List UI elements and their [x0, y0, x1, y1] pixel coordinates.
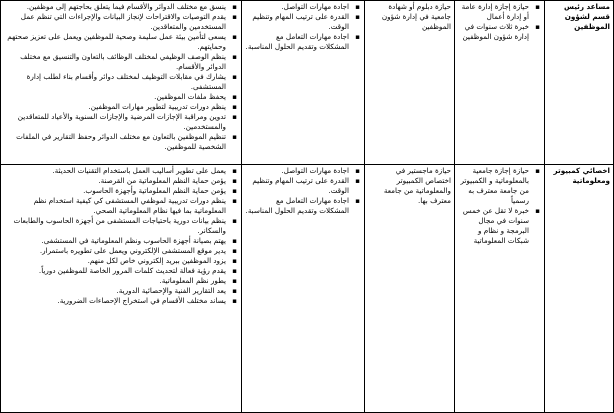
list-item: ▪ يعمل على تطوير أساليب العمل باستخدام التقنيات الحديثة.	[4, 166, 238, 176]
list-item: ▪ ينظم الوصف الوظيفي لمختلف الوظائف بالتعاون والتنسيق مع مختلف الدوائر والأقسام.	[4, 52, 238, 72]
list-item: ▪ خبرة ثلاث سنوات في إدارة شؤون الموظفين	[458, 22, 541, 42]
list-item: ▪ يقدم رؤية فعالة لتحديث كلمات المرور الخاصة للموظفين دورياً.	[4, 266, 238, 276]
list-item: ▪ يسعى لتأمين بيئة عمل سليمة وصحية للموظفين ويعمل على تعزيز صحتهم وحمايتهم.	[4, 32, 238, 52]
list-item: ▪ تدوين ومراقبة الإجازات المرضية والإجازات السنوية والأعياد للمتعاقدين والمستخدمين.	[4, 112, 238, 132]
list-item: ▪ يؤمن حماية النظم المعلوماتية وأجهزة الحاسوب.	[4, 186, 238, 196]
duties-cell	[1, 1, 242, 165]
list-item: ▪ يطور نظم المعلوماتية.	[4, 276, 238, 286]
list-item: ▪ ينظم بيانات دورية باحتياجات المستشفى من أجهزة الحاسوب والطابعات والسكانر.	[4, 216, 238, 236]
table-row	[1, 1, 614, 165]
list-item: ▪ القدرة على ترتيب المهام وتنظيم الوقت.	[245, 12, 361, 32]
job-title-cell: اخصائي كمبيوتر ومعلوماتية	[545, 165, 614, 413]
list-item: ▪ القدرة على ترتيب المهام وتنظيم الوقت.	[245, 176, 361, 196]
duties-cell	[1, 165, 242, 413]
list-item: ▪ ينظم دورات تدريبية لتطوير مهارات الموظفين.	[4, 102, 238, 112]
skills-cell	[242, 1, 365, 165]
list-item: ▪ اجادة مهارات التواصل.	[245, 2, 361, 12]
list-item: ▪ يؤمن حماية النظم المعلوماتية من القرصنة.	[4, 176, 238, 186]
list-item: ▪ يساند مختلف الأقسام في استخراج الإحصاءات الضرورية.	[4, 296, 238, 306]
list-item: ▪ يحفظ ملفات الموظفين.	[4, 92, 238, 102]
list-item: ▪ يدير موقع المستشفى الإلكتروني ويعمل على تطويره باستمرار.	[4, 246, 238, 256]
experience-cell	[455, 165, 545, 413]
table-row	[1, 165, 614, 413]
list-item: ▪ يقدم التوصيات والاقتراحات لإنجاز البيانات والإجراءات التي تنظم عمل المستخدمين والمتعاقدين.	[4, 12, 238, 32]
list-item: ▪ حيازة إجازة إدارة عامة أو إدارة أعمال	[458, 2, 541, 22]
list-item: ▪ اجادة مهارات التعامل مع المشكلات وتقديم الحلول المناسبة.	[245, 32, 361, 52]
experience-cell	[455, 1, 545, 165]
list-item: ▪ اجادة مهارات التعامل مع المشكلات وتقديم الحلول المناسبة.	[245, 196, 361, 216]
list-item: ▪ حيازة إجازة جامعية بالمعلوماتية و الكمبيوتر من جامعة معترف به رسمياً	[458, 166, 541, 206]
skills-cell	[242, 165, 365, 413]
list-item: ▪ ينسق مع مختلف الدوائر والأقسام فيما يتعلق بحاجتهم إلى موظفين.	[4, 2, 238, 12]
list-item: ▪ يهتم بصيانة أجهزة الحاسوب ونظم المعلوماتية في المستشفى.	[4, 236, 238, 246]
list-item: ▪ خبرة لا تقل عن خمس سنوات في مجال البرمجة و نظام و شبكات المعلوماتية	[458, 206, 541, 246]
list-item: ▪ تنظيم الموظفين بالتعاون مع مختلف الدوائر وحفظ التقارير في الملفات الشخصية للموظفين.	[4, 132, 238, 152]
list-item: ▪ يزود الموظفين ببريد إلكتروني خاص لكل منهم.	[4, 256, 238, 266]
list-item: ▪ يعد التقارير الفنية والإحصائية الدورية.	[4, 286, 238, 296]
qualification-cell: حيازة ماجستير في اختصاص الكمبيوتر والمعلوماتية من جامعة معترف بها.	[365, 165, 455, 413]
job-title-cell: مساعد رئيس قسم لشؤون الموظفين	[545, 1, 614, 165]
list-item: ▪ اجادة مهارات التواصل.	[245, 166, 361, 176]
list-item: ▪ يشارك في مقابلات التوظيف لمختلف دوائر وأقسام بناء لطلب إدارة المستشفى.	[4, 72, 238, 92]
qualification-cell: حيازة دبلوم أو شهادة جامعية في إدارة شؤون الموظفين	[365, 1, 455, 165]
list-item: ▪ ينظم دورات تدريبية لموظفي المستشفى كي كيفية استخدام نظم المعلوماتية بما فيها نظام المعلوماتية الصحي.	[4, 196, 238, 216]
